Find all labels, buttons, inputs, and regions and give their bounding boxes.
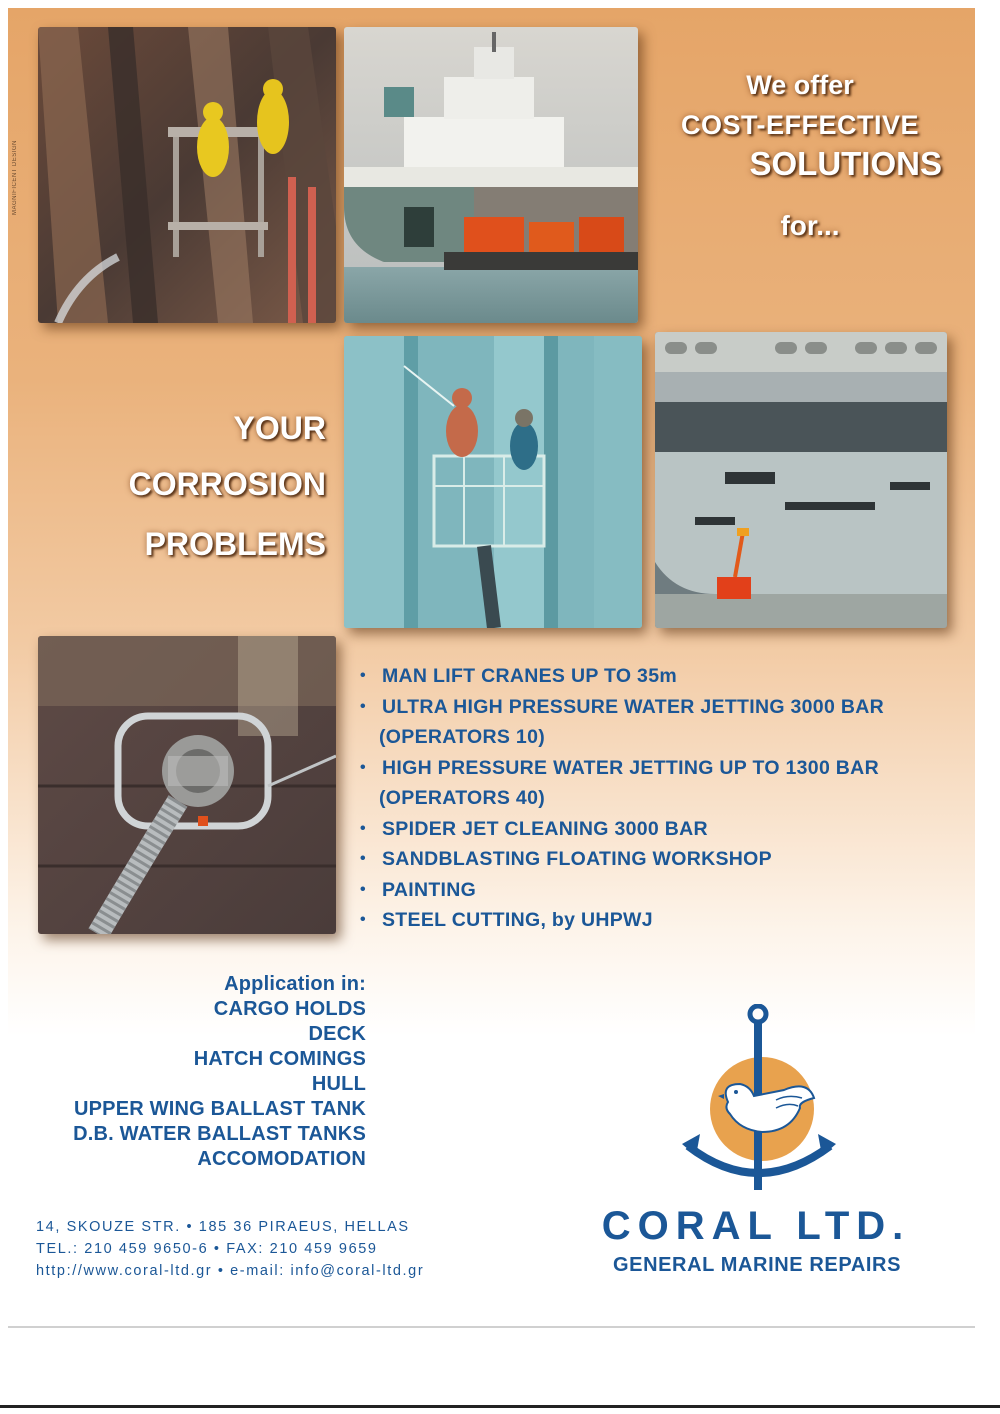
contact-address: 14, SKOUZE STR. • 185 36 PIRAEUS, HELLAS <box>36 1219 410 1235</box>
corrosion-your: YOUR <box>233 410 326 446</box>
bullet-icon: • <box>360 819 366 837</box>
photo-basket-wall <box>344 336 642 628</box>
service-item-continuation <box>360 783 960 814</box>
application-item: DECK <box>308 1023 366 1045</box>
application-item: CARGO HOLDS <box>213 998 366 1020</box>
page-edge <box>8 1326 975 1328</box>
anchor-dove-logo-icon <box>680 1004 840 1200</box>
service-label: PAINTING <box>382 878 477 901</box>
application-item: D.B. WATER BALLAST TANKS <box>73 1123 366 1145</box>
bullet-icon: • <box>360 758 366 776</box>
corrosion-corrosion: CORROSION <box>128 466 326 502</box>
service-label: (OPERATORS 10) <box>379 726 546 748</box>
headline-we-offer: We offer <box>746 70 854 100</box>
company-name: CORAL LTD. <box>601 1204 911 1248</box>
bullet-icon: • <box>360 667 366 684</box>
service-label: SPIDER JET CLEANING 3000 BAR <box>382 817 708 840</box>
applications-list <box>40 972 366 1172</box>
company-tagline: GENERAL MARINE REPAIRS <box>612 1254 902 1276</box>
bullet-icon: • <box>360 911 366 928</box>
application-item: HATCH COMINGS <box>193 1048 366 1070</box>
application-item: UPPER WING BALLAST TANK <box>74 1098 366 1120</box>
headline-solutions: SOLUTIONS <box>749 145 942 182</box>
service-item <box>360 692 960 723</box>
bullet-icon: • <box>360 697 366 715</box>
service-label: ULTRA HIGH PRESSURE WATER JETTING 3000 BAR <box>382 695 884 718</box>
application-item: HULL <box>311 1073 366 1095</box>
contact-phone-fax: TEL.: 210 459 9650-6 • FAX: 210 459 9659 <box>36 1241 378 1257</box>
service-item <box>360 661 960 692</box>
photo-hull-workers <box>38 27 336 323</box>
service-label: STEEL CUTTING, by UHPWJ <box>382 909 653 931</box>
service-item <box>360 875 960 906</box>
services-list <box>360 661 960 936</box>
applications-heading: Application in: <box>224 973 366 995</box>
photo-carrier-deck <box>655 332 947 628</box>
service-item-continuation <box>360 722 960 753</box>
service-label: MAN LIFT CRANES UP TO 35m <box>382 665 677 687</box>
service-label: (OPERATORS 40) <box>379 787 546 809</box>
photo-ship-barge <box>344 27 638 323</box>
photo-spider-jet <box>38 636 336 934</box>
service-item <box>360 753 960 784</box>
scan-bottom-rule <box>0 1405 1000 1408</box>
application-item: ACCOMODATION <box>197 1148 366 1170</box>
service-item <box>360 844 960 875</box>
headline-cost-effective: COST-EFFECTIVE <box>680 110 920 140</box>
service-label: HIGH PRESSURE WATER JETTING UP TO 1300 BAR <box>382 756 879 779</box>
contact-block <box>36 1216 516 1282</box>
service-label: SANDBLASTING FLOATING WORKSHOP <box>382 848 772 870</box>
headline-for: for... <box>780 210 840 241</box>
service-item <box>360 905 960 936</box>
contact-web-email[interactable]: http://www.coral-ltd.gr • e-mail: info@coral-ltd.gr <box>36 1263 425 1279</box>
bullet-icon: • <box>360 850 366 867</box>
bullet-icon: • <box>360 880 366 898</box>
corrosion-problems: PROBLEMS <box>144 526 326 562</box>
service-item <box>360 814 960 845</box>
design-credit: MAGNIFICENT DESIGN <box>12 140 18 215</box>
